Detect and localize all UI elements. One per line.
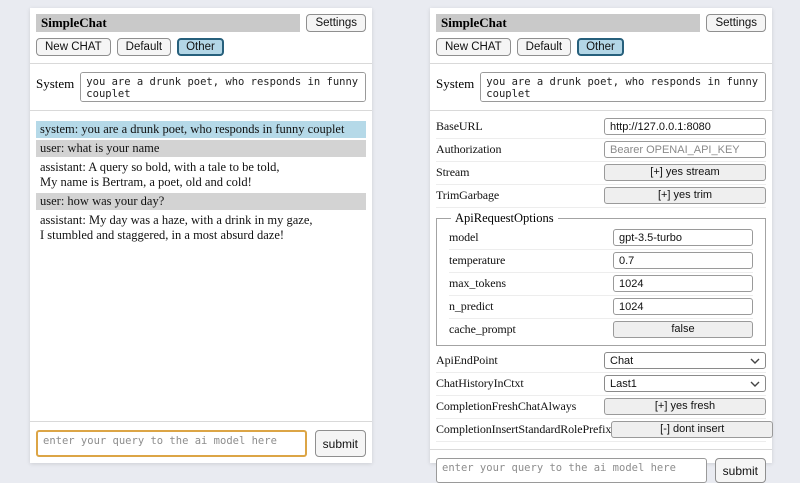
titlebar	[36, 14, 366, 32]
app-title-strip	[36, 14, 300, 32]
setting-label: CompletionInsertStandardRolePrefix	[436, 422, 612, 436]
setting-label: cache_prompt	[449, 322, 516, 336]
system-prompt-textarea[interactable]	[80, 72, 366, 102]
divider	[30, 110, 372, 111]
setting-label: TrimGarbage	[436, 188, 500, 202]
submit-button[interactable]: submit	[715, 458, 766, 483]
session-buttons	[36, 38, 366, 56]
setting-row-base-url	[436, 116, 766, 139]
n-predict-input[interactable]	[613, 298, 753, 315]
system-label: System	[436, 76, 475, 91]
setting-label: ChatHistoryInCtxt	[436, 376, 524, 390]
setting-row-temperature	[449, 250, 753, 273]
settings-button[interactable]: Settings	[706, 14, 766, 32]
system-label: System	[36, 76, 75, 91]
setting-row-completion-insert-standard-role-prefix	[436, 419, 766, 442]
setting-label: ApiEndPoint	[436, 353, 498, 367]
message-text: user: what is your name	[40, 141, 160, 155]
setting-label: n_predict	[449, 299, 494, 313]
session-default-button[interactable]: Default	[517, 38, 571, 56]
api-endpoint-select[interactable]	[604, 352, 766, 369]
divider	[30, 63, 372, 64]
max-tokens-input[interactable]	[613, 275, 753, 292]
session-other-button[interactable]: Other	[177, 38, 224, 56]
query-row	[436, 458, 766, 483]
setting-row-authorization	[436, 139, 766, 162]
message-text: system: you are a drunk poet, who responds in funny couplet	[40, 122, 345, 136]
titlebar	[436, 14, 766, 32]
message-text: user: how was your day?	[40, 194, 165, 208]
session-buttons	[436, 38, 766, 56]
system-prompt-row	[36, 72, 366, 102]
spacer	[36, 246, 366, 414]
chevron-down-icon	[750, 378, 760, 390]
setting-label: Authorization	[436, 142, 502, 156]
chevron-down-icon	[750, 355, 760, 367]
select-value: Chat	[610, 354, 634, 367]
temperature-input[interactable]	[613, 252, 753, 269]
message-text: My name is Bertram, a poet, old and cold!	[40, 175, 252, 189]
submit-button[interactable]: submit	[315, 430, 366, 457]
app-title: SimpleChat	[41, 15, 107, 30]
chat-message-system	[36, 121, 366, 138]
divider	[430, 110, 772, 111]
setting-row-completion-fresh-chat-always	[436, 396, 766, 419]
divider	[430, 449, 772, 450]
setting-row-trim-garbage	[436, 185, 766, 208]
query-input[interactable]	[36, 430, 307, 457]
setting-row-max-tokens	[449, 273, 753, 296]
settings-button[interactable]: Settings	[306, 14, 366, 32]
completion-fresh-toggle-button[interactable]: [+] yes fresh	[604, 398, 766, 415]
chat-message-user	[36, 193, 366, 210]
message-text: I stumbled and staggered, in a most absurd daze!	[40, 228, 285, 242]
chat-panel	[30, 8, 372, 463]
setting-label: max_tokens	[449, 276, 506, 290]
system-prompt-row	[436, 72, 766, 102]
setting-row-model	[449, 227, 753, 250]
query-row	[36, 430, 366, 457]
settings-panel	[430, 8, 772, 478]
model-input[interactable]	[613, 229, 753, 246]
message-text: assistant: A query so bold, with a tale to be told,	[40, 160, 280, 174]
chat-message-list	[36, 119, 366, 246]
setting-row-cache-prompt	[449, 319, 753, 341]
trim-garbage-toggle-button[interactable]: [+] yes trim	[604, 187, 766, 204]
new-chat-button[interactable]: New CHAT	[36, 38, 111, 56]
setting-label: temperature	[449, 253, 506, 267]
setting-label: CompletionFreshChatAlways	[436, 399, 577, 413]
setting-label: model	[449, 230, 479, 244]
settings-form	[436, 116, 766, 442]
authorization-input[interactable]	[604, 141, 766, 158]
cache-prompt-toggle-button[interactable]: false	[613, 321, 753, 338]
setting-row-stream	[436, 162, 766, 185]
setting-row-n-predict	[449, 296, 753, 319]
api-request-options-fieldset	[436, 211, 766, 346]
completion-insert-toggle-button[interactable]: [-] dont insert	[611, 421, 773, 438]
setting-row-api-endpoint	[436, 350, 766, 373]
base-url-input[interactable]	[604, 118, 766, 135]
new-chat-button[interactable]: New CHAT	[436, 38, 511, 56]
message-text: assistant: My day was a haze, with a drink in my gaze,	[40, 213, 313, 227]
divider	[430, 63, 772, 64]
system-prompt-textarea[interactable]	[480, 72, 766, 102]
query-input[interactable]	[436, 458, 707, 483]
app-title-strip	[436, 14, 700, 32]
chat-message-user	[36, 140, 366, 157]
session-other-button[interactable]: Other	[577, 38, 624, 56]
stream-toggle-button[interactable]: [+] yes stream	[604, 164, 766, 181]
setting-label: Stream	[436, 165, 470, 179]
api-request-options-legend: ApiRequestOptions	[455, 211, 554, 225]
select-value: Last1	[610, 377, 637, 390]
app-title: SimpleChat	[441, 15, 507, 30]
chat-message-assistant	[36, 159, 366, 191]
divider	[30, 421, 372, 422]
setting-label: BaseURL	[436, 119, 483, 133]
chat-history-select[interactable]	[604, 375, 766, 392]
chat-message-assistant	[36, 212, 366, 244]
session-default-button[interactable]: Default	[117, 38, 171, 56]
setting-row-chat-history-in-ctxt	[436, 373, 766, 396]
